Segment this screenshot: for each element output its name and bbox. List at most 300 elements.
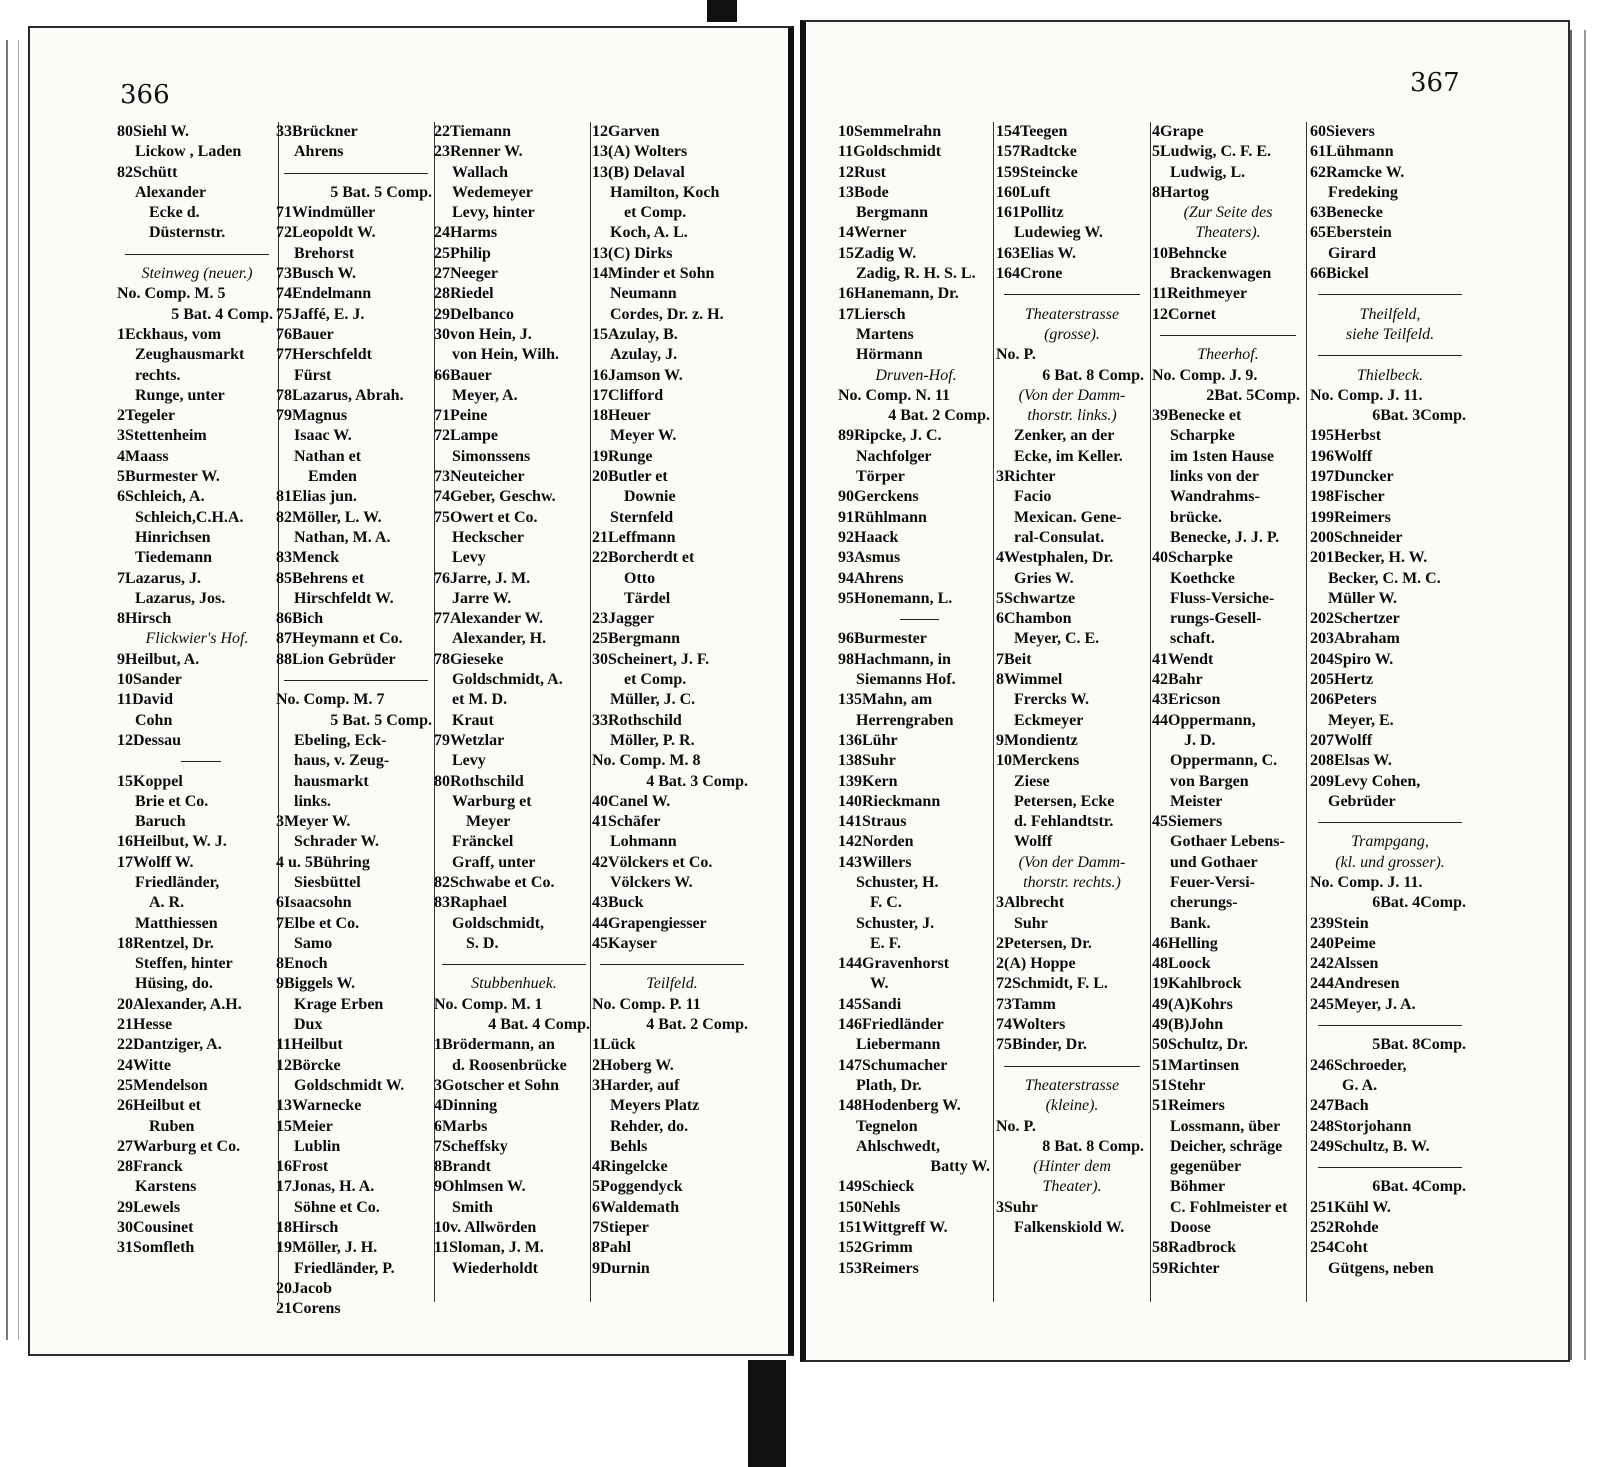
directory-entry: Siemanns Hof. (856, 671, 956, 689)
directory-entry: G. A. (1342, 1076, 1378, 1094)
directory-entry: Mexican. Gene- (1014, 508, 1122, 526)
directory-entry (996, 284, 1148, 304)
directory-entry: Ahrens (294, 143, 344, 161)
directory-entry: 3Meyer W. (276, 813, 351, 831)
directory-entry: 21Hesse (117, 1016, 173, 1034)
directory-entry: Martens (856, 325, 914, 343)
directory-entry: 5 Bat. 5 Comp. (330, 711, 432, 729)
directory-entry: Friedländer, (135, 873, 220, 891)
directory-entry: 8Wimmel (996, 671, 1063, 689)
directory-entry: Sternfeld (610, 508, 674, 526)
directory-entry: 5Burmester W. (117, 468, 220, 486)
directory-entry: 240Peime (1310, 934, 1376, 952)
directory-entry: 92Haack (838, 528, 899, 546)
directory-entry: Otto (624, 569, 656, 587)
directory-entry: Söhne et Co. (294, 1198, 380, 1216)
directory-entry: 39Benecke et (1152, 407, 1242, 425)
directory-entry: 3Gotscher et Sohn (434, 1076, 560, 1094)
directory-entry: Petersen, Ecke (1014, 792, 1115, 810)
directory-entry: Hamilton, Koch (610, 183, 720, 201)
right-column-1 (838, 122, 994, 1279)
directory-entry: Herrengraben (856, 711, 954, 729)
directory-entry: Teilfeld. (646, 975, 698, 993)
directory-entry: 209Levy Cohen, (1310, 772, 1421, 790)
directory-entry (592, 954, 752, 974)
directory-entry: 149Schieck (838, 1178, 915, 1196)
directory-entry: 13Bode (838, 183, 889, 201)
directory-entry: Suhr (1014, 914, 1048, 932)
directory-entry: Oppermann, C. (1170, 752, 1278, 770)
directory-entry (276, 670, 436, 690)
directory-entry: 22Tiemann (434, 123, 512, 140)
directory-entry: 25Mendelson (117, 1076, 208, 1094)
directory-entry: und Gothaer (1170, 853, 1258, 871)
directory-entry: 3Albrecht (996, 894, 1065, 912)
directory-entry: Ecke, im Keller. (1014, 447, 1123, 465)
directory-entry: Downie (624, 488, 676, 506)
directory-entry: 5 Bat. 5 Comp. (330, 183, 432, 201)
directory-entry: 136Lühr (838, 731, 898, 749)
directory-entry: 200Schneider (1310, 528, 1403, 546)
directory-entry: 8Brandt (434, 1158, 491, 1176)
directory-entry: Meister (1170, 792, 1223, 810)
directory-entry: 58Radbrock (1152, 1239, 1237, 1257)
directory-entry: 140Rieckmann (838, 792, 941, 810)
directory-entry: Meyers Platz (610, 1097, 700, 1115)
directory-entry: 23Renner W. (434, 143, 523, 161)
directory-entry: Ziese (1014, 772, 1050, 790)
directory-entry: E. F. (870, 934, 901, 952)
directory-entry: rungs-Gesell- (1170, 610, 1262, 628)
directory-entry: 4Maass (117, 447, 169, 465)
directory-entry: 78Lazarus, Abrah. (276, 386, 404, 404)
directory-entry: 202Schertzer (1310, 610, 1400, 628)
directory-entry: 27Neeger (434, 265, 498, 283)
directory-entry: 26Heilbut et (117, 1097, 201, 1115)
directory-entry: 248Storjohann (1310, 1117, 1412, 1135)
directory-entry: 199Reimers (1310, 508, 1391, 526)
directory-entry: 151Wittgreff W. (838, 1219, 948, 1237)
directory-entry: Goldschmidt W. (294, 1076, 405, 1094)
directory-entry: Kraut (452, 711, 494, 729)
directory-entry: 29Delbanco (434, 305, 514, 323)
directory-entry: von Bargen (1170, 772, 1249, 790)
directory-entry: 75Owert et Co. (434, 508, 538, 526)
directory-entry: Scharpke (1170, 427, 1235, 445)
directory-entry: 139Kern (838, 772, 898, 790)
directory-entry: 51Martinsen (1152, 1056, 1240, 1074)
directory-entry: 163Elias W. (996, 244, 1077, 262)
directory-entry: 83Menck (276, 549, 340, 567)
directory-entry: Eckmeyer (1014, 711, 1084, 729)
directory-entry: C. Fohlmeister et (1170, 1198, 1288, 1216)
directory-entry: 71Peine (434, 407, 488, 425)
directory-entry: 8Hirsch (117, 610, 172, 628)
directory-entry: 135Mahn, am (838, 691, 933, 709)
directory-entry: Schuster, H. (856, 873, 939, 891)
directory-entry: Girard (1328, 244, 1376, 262)
directory-entry: 6Bat. 3Comp. (1372, 407, 1466, 425)
directory-entry: 4 u. 5Bühring (276, 853, 370, 871)
directory-entry: No. Comp. M. 5 (117, 285, 226, 303)
directory-entry: 157Radtcke (996, 143, 1077, 161)
directory-entry: 201Becker, H. W. (1310, 549, 1428, 567)
directory-entry: 9Durnin (592, 1259, 650, 1277)
directory-entry: Theaters). (1195, 224, 1261, 242)
directory-entry: 4Westphalen, Dr. (996, 549, 1114, 567)
directory-entry: 78Gieseke (434, 650, 504, 668)
directory-entry: Benecke, J. J. P. (1170, 528, 1280, 546)
directory-entry: 30von Hein, J. (434, 325, 532, 343)
directory-entry: Brie et Co. (135, 792, 209, 810)
directory-entry: 60Sievers (1310, 123, 1375, 140)
directory-entry: 80Rothschild (434, 772, 524, 790)
directory-entry: No. Comp. J. 11. (1310, 873, 1423, 891)
column-divider (993, 122, 994, 1302)
directory-entry: 45Siemers (1152, 813, 1223, 831)
directory-entry: Heckscher (452, 528, 524, 546)
directory-entry: 44Oppermann, (1152, 711, 1256, 729)
directory-entry: Schuster, J. (856, 914, 935, 932)
directory-entry: 23Jagger (592, 610, 655, 628)
directory-entry: Hinrichsen (135, 528, 211, 546)
directory-entry: thorstr. links.) (1027, 407, 1117, 425)
directory-entry: Meyer (466, 813, 511, 831)
directory-entry: 66Bauer (434, 366, 492, 384)
directory-entry: Zadig, R. H. S. L. (856, 265, 976, 283)
directory-entry: 28Riedel (434, 285, 494, 303)
directory-entry: 6Bat. 4Comp. (1372, 894, 1466, 912)
directory-entry: Fränckel (452, 833, 514, 851)
directory-entry: 40Scharpke (1152, 549, 1233, 567)
directory-entry: 19Runge (592, 447, 653, 465)
directory-entry: Lublin (294, 1137, 341, 1155)
directory-entry: 8Enoch (276, 955, 328, 973)
directory-entry: 143Willers (838, 853, 912, 871)
directory-entry: 249Schultz, B. W. (1310, 1137, 1430, 1155)
directory-entry: 10Sander (117, 671, 182, 689)
directory-entry: Becker, C. M. C. (1328, 569, 1441, 587)
directory-entry: Emden (308, 468, 357, 486)
directory-entry: Brackenwagen (1170, 265, 1272, 283)
directory-entry: Theilfeld, (1359, 305, 1421, 323)
directory-entry: 207Wolff (1310, 731, 1373, 749)
directory-entry (996, 1056, 1148, 1076)
directory-entry: No. Comp. P. 11 (592, 995, 701, 1013)
directory-entry: 2Bat. 5Comp. (1206, 386, 1300, 404)
directory-entry: Gothaer Lebens- (1170, 833, 1285, 851)
directory-entry: 42Bahr (1152, 671, 1203, 689)
directory-entry: et Comp. (624, 204, 687, 222)
directory-entry: 72Leopoldt W. (276, 224, 376, 242)
directory-entry: 16Hanemann, Dr. (838, 285, 959, 303)
directory-entry: 62Ramcke W. (1310, 163, 1405, 181)
directory-entry: 43Buck (592, 894, 644, 912)
directory-entry: 13Warnecke (276, 1097, 362, 1115)
directory-entry: 12Garven (592, 123, 660, 140)
directory-entry: 42Völckers et Co. (592, 853, 713, 871)
spine-shadow-top (707, 0, 737, 22)
directory-entry: 33Rothschild (592, 711, 682, 729)
directory-entry: Levy (452, 549, 486, 567)
directory-entry: Druven-Hof. (875, 366, 957, 384)
directory-entry: Lickow , Laden (135, 143, 242, 161)
directory-entry: 89Ripcke, J. C. (838, 427, 942, 445)
directory-entry: 7Elbe et Co. (276, 914, 360, 932)
directory-entry: 50Schultz, Dr. (1152, 1036, 1248, 1054)
directory-entry: 206Peters (1310, 691, 1377, 709)
directory-entry: 244Andresen (1310, 975, 1400, 993)
directory-entry: Jarre W. (452, 589, 512, 607)
directory-entry: Liebermann (856, 1036, 941, 1054)
directory-entry: Müller, J. C. (610, 691, 696, 709)
directory-entry (1310, 345, 1470, 365)
directory-entry: 93Asmus (838, 549, 901, 567)
directory-entry: 2Petersen, Dr. (996, 934, 1092, 952)
directory-entry: Feuer-Versi- (1170, 873, 1255, 891)
directory-entry: Graff, unter (452, 853, 536, 871)
directory-entry: Ecke d. (149, 204, 200, 222)
directory-entry: 4 Bat. 4 Comp. (488, 1016, 590, 1034)
directory-entry: Matthiessen (135, 914, 218, 932)
directory-entry (838, 609, 994, 629)
directory-entry: Ruben (149, 1117, 195, 1135)
directory-entry: (kleine). (1045, 1097, 1099, 1115)
directory-entry: 43Ericson (1152, 691, 1221, 709)
directory-entry: 5Poggendyck (592, 1178, 683, 1196)
directory-entry: 5Ludwig, C. F. E. (1152, 143, 1271, 161)
directory-entry: 33Brückner (276, 123, 358, 140)
directory-entry: 22Borcherdt et (592, 549, 695, 567)
directory-entry: Theaterstrasse (1024, 305, 1120, 323)
directory-entry: 77Alexander W. (434, 610, 544, 628)
directory-entry: 12Börcke (276, 1056, 341, 1074)
directory-entry: 83Raphael (434, 894, 507, 912)
directory-entry: Böhmer (1170, 1178, 1226, 1196)
left-page-edge (6, 40, 19, 1340)
directory-entry: 7Scheffsky (434, 1137, 508, 1155)
directory-entry: Theater). (1042, 1178, 1102, 1196)
directory-entry: 5 Bat. 4 Comp. (171, 305, 273, 323)
directory-entry: 4Grape (1152, 123, 1204, 140)
directory-entry: 142Norden (838, 833, 914, 851)
directory-entry: 10Semmelrahn (838, 123, 942, 140)
directory-entry: 27Warburg et Co. (117, 1137, 241, 1155)
directory-entry: 17Liersch (838, 305, 906, 323)
directory-entry: 20Butler et (592, 468, 668, 486)
directory-entry: 242Alssen (1310, 955, 1379, 973)
directory-entry: 51Stehr (1152, 1076, 1206, 1094)
left-page-number: 366 (120, 80, 170, 110)
directory-entry: 138Suhr (838, 752, 896, 770)
directory-entry: 239Stein (1310, 914, 1369, 932)
directory-entry: Falkenskiold W. (1014, 1219, 1125, 1237)
directory-entry: 13(A) Wolters (592, 143, 688, 161)
directory-entry: Runge, unter (135, 386, 225, 404)
directory-entry: Batty W. (930, 1158, 990, 1176)
directory-entry: von Hein, Wilh. (452, 346, 559, 364)
directory-entry: 6Chambon (996, 610, 1072, 628)
directory-entry: Tegnelon (856, 1117, 918, 1135)
directory-entry: 28Franck (117, 1158, 183, 1176)
directory-entry: Lohmann (610, 833, 677, 851)
directory-entry: Düsternstr. (149, 224, 226, 242)
column-divider (1150, 122, 1151, 1302)
directory-entry: 46Helling (1152, 934, 1218, 952)
directory-entry: im 1sten Hause (1170, 447, 1274, 465)
directory-entry: Frercks W. (1014, 691, 1089, 709)
directory-entry: Wiederholdt (452, 1259, 538, 1277)
directory-entry: Theerhof. (1197, 346, 1259, 364)
directory-entry: Gries W. (1014, 569, 1074, 587)
directory-entry: 2(A) Hoppe (996, 955, 1076, 973)
directory-entry: 208Elsas W. (1310, 752, 1392, 770)
directory-entry: 44Grapengiesser (592, 914, 707, 932)
directory-entry: 196Wolff (1310, 447, 1373, 465)
directory-entry: links von der (1170, 468, 1259, 486)
directory-entry: Zenker, an der (1014, 427, 1115, 445)
directory-entry: 72Lampe (434, 427, 498, 445)
directory-entry: 7Lazarus, J. (117, 569, 201, 587)
column-divider (1306, 122, 1307, 1302)
directory-entry: Simonssens (452, 447, 531, 465)
directory-entry: (Von der Damm- (1018, 853, 1126, 871)
directory-entry: Smith (452, 1198, 493, 1216)
directory-entry: 9Mondientz (996, 731, 1078, 749)
directory-entry: 6Schleich, A. (117, 488, 205, 506)
left-column-4 (592, 122, 752, 1279)
directory-entry: J. D. (1184, 731, 1216, 749)
directory-entry: links. (294, 792, 331, 810)
directory-entry: 9Heilbut, A. (117, 650, 200, 668)
directory-entry: cherungs- (1170, 894, 1238, 912)
directory-entry (1310, 1015, 1470, 1035)
directory-entry: No. Comp. J. 9. (1152, 366, 1258, 384)
directory-entry: Steffen, hinter (135, 955, 233, 973)
directory-entry: 66Bickel (1310, 265, 1369, 283)
directory-entry: 252Rohde (1310, 1219, 1379, 1237)
directory-entry: F. C. (870, 894, 902, 912)
directory-entry: 24Harms (434, 224, 498, 242)
directory-entry (1152, 325, 1304, 345)
directory-entry: Stubbenhuek. (471, 975, 557, 993)
directory-entry: Neumann (610, 285, 677, 303)
directory-entry: Koethcke (1170, 569, 1235, 587)
directory-entry: Goldschmidt, (452, 914, 545, 932)
directory-entry: 16Frost (276, 1158, 329, 1176)
directory-entry: 10v. Allwörden (434, 1219, 537, 1237)
directory-entry: 17Wolff W. (117, 853, 194, 871)
directory-entry: Dux (294, 1016, 323, 1034)
directory-entry: Doose (1170, 1219, 1211, 1237)
directory-entry: Völckers W. (610, 873, 693, 891)
directory-entry: Ebeling, Eck- (294, 731, 387, 749)
directory-entry: 13(C) Dirks (592, 244, 673, 262)
left-column-1 (117, 122, 277, 1259)
directory-entry: Nathan, M. A. (294, 528, 391, 546)
directory-entry: Krage Erben (294, 995, 384, 1013)
directory-entry: 76Jarre, J. M. (434, 569, 531, 587)
directory-entry: Cohn (135, 711, 173, 729)
directory-entry: 160Luft (996, 183, 1051, 201)
directory-entry: 161Pollitz (996, 204, 1064, 222)
directory-entry: Azulay, J. (610, 346, 678, 364)
directory-entry: 72Schmidt, F. L. (996, 975, 1108, 993)
directory-entry: 74Endelmann (276, 285, 372, 303)
directory-entry: 49(A)Kohrs (1152, 995, 1233, 1013)
directory-entry: 41Wendt (1152, 650, 1214, 668)
directory-entry: brücke. (1170, 508, 1222, 526)
directory-entry: No. P. (996, 1117, 1036, 1135)
directory-entry: 1Brödermann, an (434, 1036, 555, 1054)
directory-entry: 11Sloman, J. M. (434, 1239, 544, 1257)
directory-entry: Thielbeck. (1356, 366, 1424, 384)
directory-entry (117, 751, 277, 771)
directory-entry: 10Merckens (996, 752, 1080, 770)
directory-entry: 12Dessau (117, 731, 182, 749)
directory-entry: 79Wetzlar (434, 731, 505, 749)
directory-entry: Meyer, A. (452, 386, 518, 404)
directory-entry: 79Magnus (276, 407, 348, 425)
directory-entry: 14Werner (838, 224, 907, 242)
directory-entry: Bank. (1170, 914, 1211, 932)
directory-entry: No. Comp. J. 11. (1310, 386, 1423, 404)
directory-entry: 31Somfleth (117, 1239, 195, 1257)
directory-entry: 159Steincke (996, 163, 1078, 181)
directory-entry: 4 Bat. 2 Comp. (888, 407, 990, 425)
directory-entry: 74Geber, Geschw. (434, 488, 556, 506)
directory-entry: (Hinter dem (1033, 1158, 1111, 1176)
directory-entry: Fluss-Versiche- (1170, 589, 1275, 607)
directory-entry: 40Canel W. (592, 792, 671, 810)
directory-entry: 8 Bat. 8 Comp. (1042, 1137, 1144, 1155)
directory-entry: 12Cornet (1152, 305, 1216, 323)
directory-entry: Warburg et (452, 792, 532, 810)
directory-entry: 65Eberstein (1310, 224, 1392, 242)
directory-entry: Schleich,C.H.A. (135, 508, 244, 526)
directory-entry: 6Waldemath (592, 1198, 680, 1216)
directory-entry: 20Alexander, A.H. (117, 995, 242, 1013)
directory-entry: A. R. (149, 894, 185, 912)
directory-entry: 85Behrens et (276, 569, 365, 587)
directory-entry: 41Schäfer (592, 813, 661, 831)
directory-entry: 8Pahl (592, 1239, 632, 1257)
directory-entry: 198Fischer (1310, 488, 1385, 506)
directory-entry: Schrader W. (294, 833, 380, 851)
directory-entry: 73Busch W. (276, 265, 357, 283)
directory-entry: 11Heilbut (276, 1036, 343, 1054)
directory-entry: 144Gravenhorst (838, 955, 950, 973)
directory-entry: Lazarus, Jos. (135, 589, 226, 607)
directory-entry: 146Friedländer (838, 1016, 944, 1034)
directory-entry: Fürst (294, 366, 332, 384)
directory-entry: Tiedemann (135, 549, 213, 567)
directory-entry: 15Azulay, B. (592, 325, 678, 343)
directory-entry: 10Behncke (1152, 244, 1227, 262)
directory-entry: Hirschfeldt W. (294, 589, 394, 607)
directory-entry: Nachfolger (856, 447, 932, 465)
left-column-2 (276, 122, 436, 1320)
directory-entry: No. Comp. M. 1 (434, 995, 543, 1013)
directory-entry: Baruch (135, 813, 186, 831)
directory-entry: gegenüber (1170, 1158, 1242, 1176)
spine-shadow-bottom (748, 1360, 786, 1467)
directory-entry: 1Eckhaus, vom (117, 325, 222, 343)
directory-entry: Cordes, Dr. z. H. (610, 305, 724, 323)
directory-entry: 18Rentzel, Dr. (117, 934, 214, 952)
directory-entry: Müller W. (1328, 589, 1398, 607)
directory-entry: 4 Bat. 2 Comp. (646, 1016, 748, 1034)
